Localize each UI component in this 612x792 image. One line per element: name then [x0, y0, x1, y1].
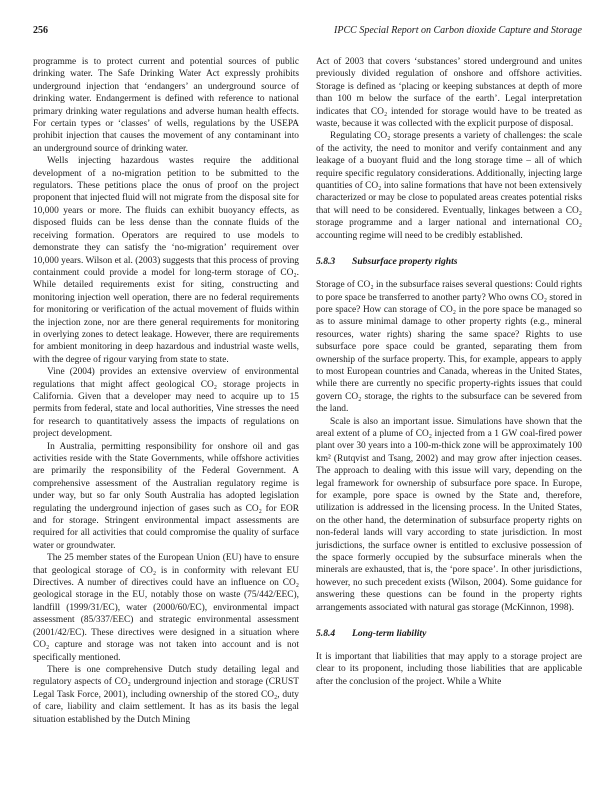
left-column [33, 56, 299, 726]
body-paragraph: Regulating CO₂ storage presents a variety of challenges: the scale of the activity, the need to monitor and verify containment and any leakage of a buoyant fluid and the long storage time – all of which require specific regulatory considerations. Additionally, injecting large quantities of CO₂ into saline formations that have not been extensively characterized or may be close to populated areas creates potential risks that will need to be considered. Eventually, linkages between a CO₂ storage programme and a larger national and international CO₂ accounting regime will need to be credibly established. [316, 131, 582, 241]
running-title: IPCC Special Report on Carbon dioxide Capture and Storage [334, 25, 582, 36]
body-paragraph: Wells injecting hazardous wastes require the additional development of a no-migration petition to be submitted to the regulators. These petitions place the onus of proof on the project proponent that injected fluid will not migrate from the disposal site for 10,000 years or more. The fluids can exhibit buoyancy effects, as disposed fluids can be less dense than the connate fluids of the receiving formation. Operators are required to use models to demonstrate they can satisfy the ‘no-migration’ requirement over 10,000 years. Wilson et al. (2003) suggests that this process of proving containment could provide a model for long-term storage of CO₂. While detailed requirements exist for siting, constructing and monitoring injection well operation, there are no federal requirements for monitoring or verification of the actual movement of fluids within the injection zone, nor are there general requirements for monitoring in overlying zones to detect leakage. However, there are requirements for ambient monitoring in deep hazardous and industrial waste wells, with the degree of rigour varying from state to state. [33, 156, 299, 365]
section-title: Long-term liability [352, 628, 427, 640]
body-paragraph: It is important that liabilities that may apply to a storage project are clear to its proponent, including those liabilities that are applicable after the conclusion of the project. While a White [316, 652, 582, 687]
section-heading [316, 256, 582, 268]
body-paragraph: The 25 member states of the European Union (EU) have to ensure that geological storage of CO₂ is in conformity with relevant EU Directives. A number of directives could have an influence on CO₂ geological storage in the EU, notably those on waste (75/442/EEC), landfill (1999/31/EC), water (2000/60/EC), environmental impact assessment (85/337/EEC) and strategic environmental assessment (2001/42/EC). These directives were designed in a situation where CO₂ capture and storage was not taken into account and is not specifically mentioned. [33, 553, 299, 663]
body-paragraph: programme is to protect current and potential sources of public drinking water. The Safe Drinking Water Act expressly prohibits underground injection that ‘endangers’ an underground source of drinking water. Endangerment is defined with reference to national primary drinking water regulations and adverse human health effects. For certain types or ‘classes’ of wells, regulations by the USEPA prohibit injection that causes the movement of any contaminant into an underground source of drinking water. [33, 57, 299, 154]
text-columns [33, 56, 582, 726]
body-paragraph: There is one comprehensive Dutch study detailing legal and regulatory aspects of CO₂ underground injection and storage (CRUST Legal Task Force, 2001), including ownership of the stored CO₂, duty of care, liability and claim settlement. It has as its basis the legal situation established by the Dutch Mining [33, 664, 299, 725]
body-paragraph: Storage of CO₂ in the subsurface raises several questions: Could rights to pore space be transferred to another party? Who owns CO₂ stored in pore space? How can storage of CO₂ in the pore space be managed so as to assure minimal damage to other property rights (e.g., mineral resources, water rights) sharing the same space? Rights to use subsurface pore space could be granted, separating them from ownership of the surface property. This, for example, appears to apply to most European countries and Canada, whereas in the United States, while there are currently no specific property-rights issues that could govern CO₂ storage, the rights to the subsurface can be severed from the land. [316, 280, 582, 415]
body-paragraph: Vine (2004) provides an extensive overview of environmental regulations that might affect geological CO₂ storage projects in California. Given that a developer may need to acquire up to 15 permits from federal, state and local authorities, Vine stresses the need for research to quantitatively assess the impacts of regulations on project development. [33, 367, 299, 440]
right-column [316, 56, 582, 726]
body-paragraph: Scale is also an important issue. Simulations have shown that the areal extent of a plume of CO₂ injected from a 1 GW coal-fired power plant over 30 years into a 100-m-thick zone will be approximately 100 km² (Rutqvist and Tsang, 2002) and may grow after injection ceases. The approach to dealing with this issue will vary, depending on the legal framework for ownership of subsurface pore space. In Europe, for example, pore space is owned by the State and, therefore, utilization is addressed in the licensing process. In the United States, on the other hand, the determination of subsurface property rights on non-federal lands will vary according to state jurisdiction. In most jurisdictions, the surface owner is entitled to exclusive possession of the space formerly occupied by the subsurface minerals when the minerals are exhausted, that is, the ‘pore space’. In other jurisdictions, however, no such precedent exists (Wilson, 2004). Some guidance for answering these questions can be found in the property rights arrangements associated with natural gas storage (McKinnon, 1998). [316, 416, 582, 613]
body-paragraph: Act of 2003 that covers ‘substances’ stored underground and unites previously divided regulation of onshore and offshore activities. Storage is defined as ‘placing or keeping substances at depth of more than 100 m below the surface of the earth’. Legal interpretation indicates that CO₂ intended for storage would have to be treated as waste, because it was collected with the explicit purpose of disposal. [316, 57, 582, 130]
section-number: 5.8.4 [316, 628, 336, 640]
page-number: 256 [33, 25, 48, 36]
section-title: Subsurface property rights [352, 256, 458, 268]
page-header [33, 25, 582, 37]
section-heading [316, 628, 582, 640]
section-number: 5.8.3 [316, 256, 336, 268]
body-paragraph: In Australia, permitting responsibility for onshore oil and gas activities reside with the State Governments, while offshore activities are primarily the responsibility of the Federal Government. A comprehensive assessment of the Australian regulatory regime is under way, but so far only South Australia has adopted legislation regulating the underground injection of gases such as CO₂ for EOR and for storage. Stringent environmental impact assessments are required for all activities that could compromise the quality of surface water or groundwater. [33, 441, 299, 551]
